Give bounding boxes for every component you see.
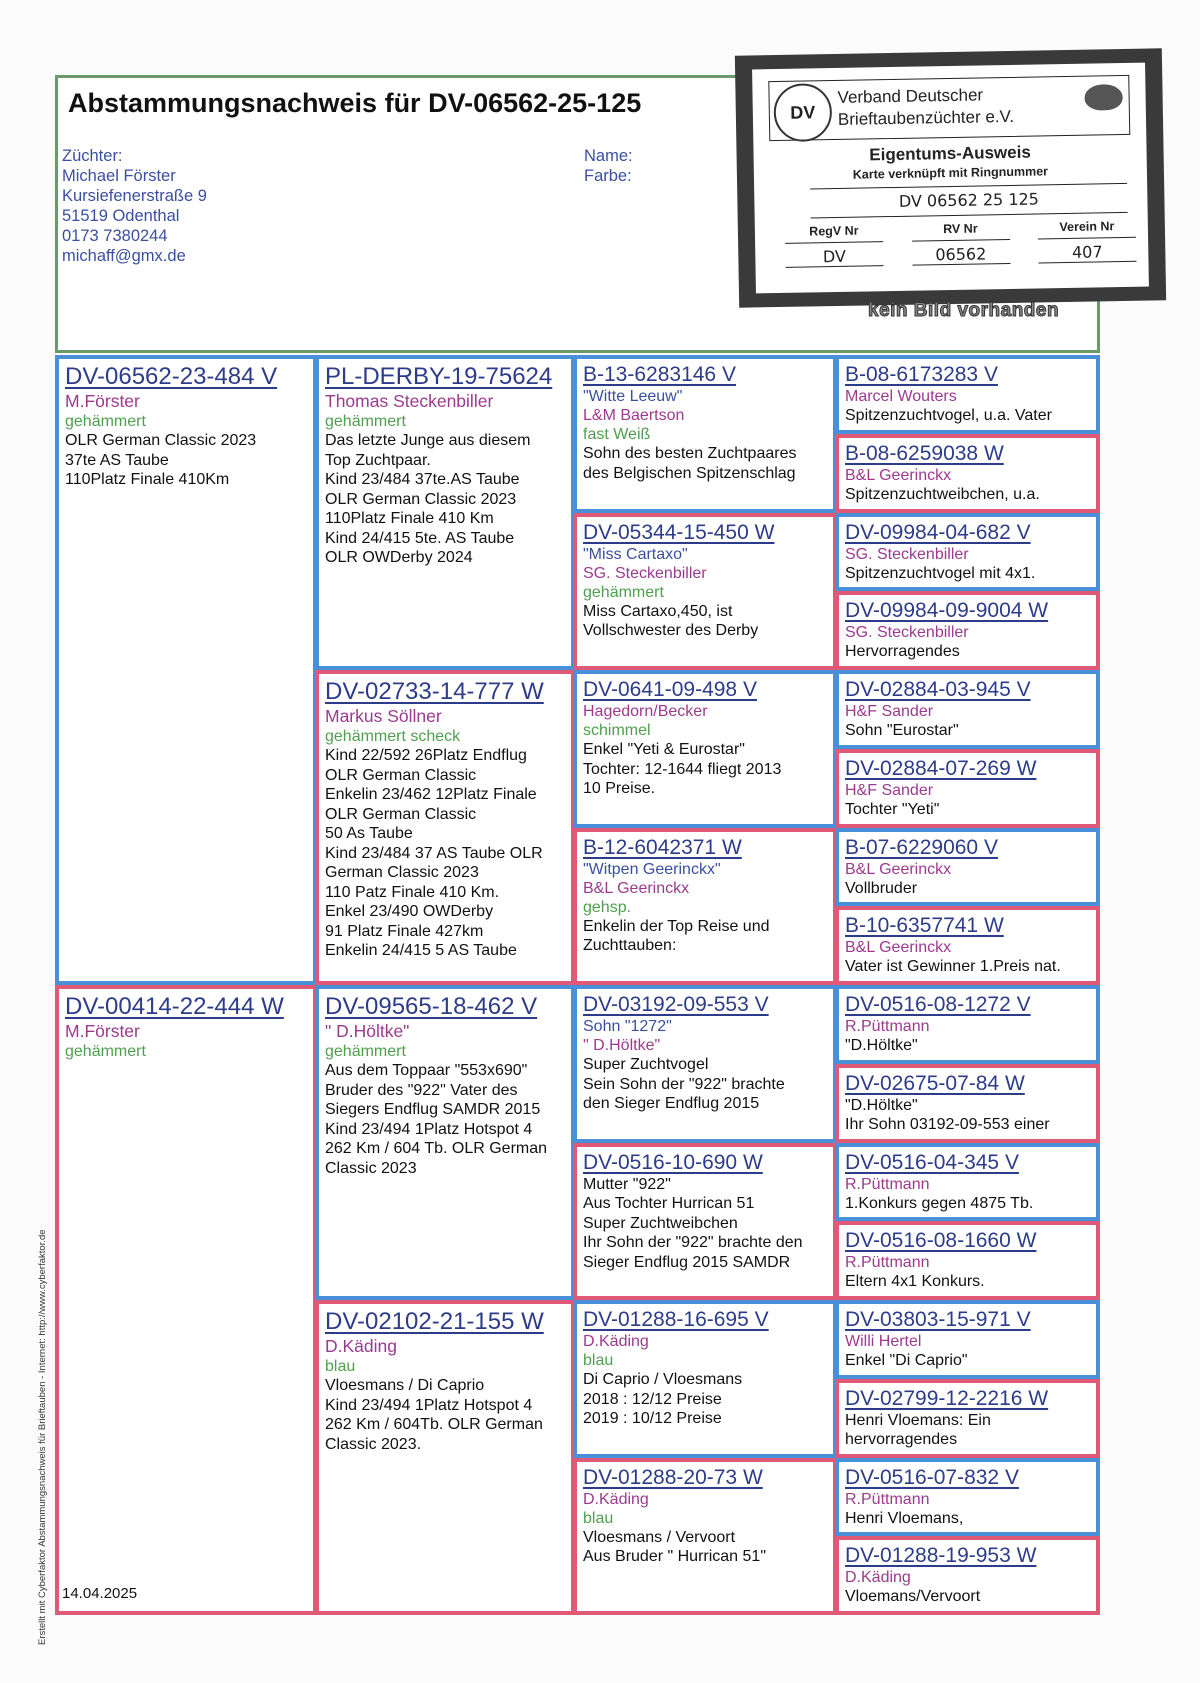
pedigree-cell-father — [55, 355, 317, 985]
note-line: Enkelin 23/462 12Platz Finale — [325, 786, 537, 803]
pedigree-cell-fmm — [573, 828, 837, 986]
ring-number[interactable]: DV-01288-16-695 V — [583, 1308, 769, 1331]
breeder-name: B&L Geerinckx — [845, 860, 952, 878]
pedigree-cell-g12 — [835, 1221, 1100, 1300]
pedigree-cell-mmf — [573, 1300, 837, 1458]
ring-number[interactable]: B-08-6173283 V — [845, 363, 998, 386]
note-line: Vollbruder — [845, 879, 918, 897]
breeder-name: " D.Höltke" — [325, 1021, 410, 1041]
note-line: hervorragendes — [845, 1431, 958, 1449]
ring-number[interactable]: DV-0516-10-690 W — [583, 1150, 763, 1174]
breeder-name: Marcel Wouters — [845, 388, 957, 405]
breeder-name: Markus Söllner — [325, 706, 442, 726]
note-line: Mutter "922" — [583, 1175, 671, 1193]
pedigree-cell-fff — [573, 355, 837, 513]
pedigree-cell-g13 — [835, 1300, 1100, 1379]
note-line: OLR German Classic 2023 — [325, 490, 517, 508]
ring-number[interactable]: PL-DERBY-19-75624 — [325, 363, 553, 390]
note-line: Classic 2023. — [325, 1435, 422, 1453]
note-line: 37te AS Taube — [65, 451, 169, 469]
feather-color: gehsp. — [583, 898, 632, 916]
ring-number[interactable]: DV-01288-19-953 W — [845, 1544, 1037, 1568]
breeder-city: 51519 Odenthal — [62, 207, 180, 225]
note-line: Sieger Endflug 2015 SAMDR — [583, 1253, 791, 1271]
pedigree-cell-g7 — [835, 828, 1100, 907]
ring-number[interactable]: B-13-6283146 V — [583, 363, 736, 386]
ring-number[interactable]: DV-02102-21-155 W — [325, 1308, 544, 1335]
note-line: Vloesmans / Di Caprio — [325, 1377, 485, 1394]
note-line: "D.Höltke" — [845, 1096, 918, 1114]
feather-color: blau — [583, 1352, 614, 1369]
note-line: 50 As Taube — [325, 825, 413, 842]
ring-number[interactable]: DV-01288-20-73 W — [583, 1465, 763, 1489]
note-line: Tochter "Yeti" — [845, 800, 940, 818]
breeder-name: R.Püttmann — [845, 1254, 930, 1272]
pedigree-grid — [55, 355, 1100, 1615]
note-line: Enkel 23/490 OWDerby — [325, 903, 494, 920]
note-line: Eltern 4x1 Konkurs. — [845, 1273, 985, 1291]
note-line: Kind 24/415 5te. AS Taube — [325, 529, 515, 547]
ring-number[interactable]: DV-0516-04-345 V — [845, 1150, 1019, 1174]
note-line: Spitzenzuchtvogel, u.a. Vater — [845, 407, 1052, 424]
note-line: 10 Preise. — [583, 780, 656, 797]
no-picture-label: kein Bild vorhanden — [868, 300, 1060, 321]
note-line: den Sieger Endflug 2015 — [583, 1095, 760, 1112]
note-line: 1.Konkurs gegen 4875 Tb. — [845, 1194, 1034, 1212]
ring-number[interactable]: DV-0516-07-832 V — [845, 1465, 1019, 1489]
pedigree-cell-ff — [315, 355, 575, 670]
ring-number[interactable]: DV-05344-15-450 W — [583, 520, 775, 544]
note-line: des Belgischen Spitzenschlag — [583, 464, 796, 482]
pedigree-cell-mff — [573, 985, 837, 1143]
note-line: Ihr Sohn der "922" brachte den — [583, 1234, 803, 1251]
breeder-name: SG. Steckenbiller — [845, 624, 969, 642]
ring-number[interactable]: DV-09984-04-682 V — [845, 520, 1031, 544]
breeder-name: B&L Geerinckx — [845, 939, 952, 957]
print-date: 14.04.2025 — [62, 1585, 138, 1602]
pedigree-cell-mf — [315, 985, 575, 1300]
breeder-name: Willi Hertel — [845, 1333, 922, 1350]
breeder-name: SG. Steckenbiller — [845, 545, 969, 563]
pedigree-cell-g6 — [835, 749, 1100, 828]
note-line: Siegers Endflug SAMDR 2015 — [325, 1101, 541, 1118]
pedigree-cell-g10 — [835, 1064, 1100, 1143]
note-line: Kind 23/494 1Platz Hotspot 4 — [325, 1120, 533, 1138]
note-line: Di Caprio / Vloesmans — [583, 1371, 743, 1388]
breeder-name: R.Püttmann — [845, 1175, 930, 1193]
note-line: Aus Tochter Hurrican 51 — [583, 1195, 755, 1212]
dv-logo-icon: DV — [773, 83, 832, 142]
note-line: 110Platz Finale 410 Km — [325, 510, 494, 527]
breeder-name: D.Käding — [325, 1336, 397, 1356]
pedigree-cell-g14 — [835, 1379, 1100, 1458]
ring-number[interactable]: DV-02733-14-777 W — [325, 678, 544, 705]
pedigree-cell-g1 — [835, 355, 1100, 434]
card-ring-number: DV 06562 25 125 — [810, 183, 1127, 219]
breeder-name: M.Förster — [65, 1021, 140, 1041]
card-title: Eigentums-Ausweis — [869, 142, 1031, 165]
pedigree-cell-fmf — [573, 670, 837, 828]
note-line: Enkelin 24/415 5 AS Taube — [325, 942, 517, 959]
note-line: Tochter: 12-1644 fliegt 2013 — [583, 760, 782, 778]
note-line: 2018 : 12/12 Preise — [583, 1390, 722, 1408]
feather-color: fast Weiß — [583, 426, 651, 443]
pedigree-cell-ffm — [573, 513, 837, 671]
note-line: Kind 23/484 37te.AS Taube — [325, 471, 520, 488]
note-line: "D.Höltke" — [845, 1037, 918, 1054]
pedigree-cell-g2 — [835, 434, 1100, 513]
note-line: 91 Platz Finale 427km — [325, 922, 484, 940]
ring-number[interactable]: B-12-6042371 W — [583, 835, 742, 859]
breeder-name: Michael Förster — [62, 167, 176, 185]
note-line: OLR German Classic — [325, 805, 477, 823]
note-line: Das letzte Junge aus diesem — [325, 432, 531, 449]
organization-name: Verband Deutscher Brieftaubenzüchter e.V. — [837, 85, 1015, 129]
feather-color: gehämmert — [65, 413, 146, 430]
note-line: 262 Km / 604 Tb. OLR German — [325, 1140, 548, 1157]
pedigree-cell-mother — [55, 985, 317, 1615]
note-line: Classic 2023 — [325, 1159, 417, 1177]
breeder-name: H&F Sander — [845, 703, 934, 720]
breeder-name: R.Püttmann — [845, 1018, 930, 1035]
page-title: Abstammungsnachweis für DV-06562-25-125 — [68, 88, 642, 118]
breeder-name: D.Käding — [845, 1569, 911, 1587]
note-line: Sein Sohn der "922" brachte — [583, 1075, 785, 1093]
note-line: Spitzenzuchtweibchen, u.a. — [845, 485, 1040, 503]
feather-color: gehämmert scheck — [325, 728, 461, 745]
pigeon-nickname: "Witte Leeuw" — [583, 388, 683, 405]
breeder-name: L&M Baertson — [583, 407, 685, 424]
feather-color: gehämmert — [325, 413, 406, 430]
card-subtitle: Karte verknüpft mit Ringnummer — [852, 164, 1049, 182]
ring-number[interactable]: B-08-6259038 W — [845, 441, 1004, 465]
breeder-phone: 0173 7380244 — [62, 227, 168, 245]
ring-number[interactable]: DV-0516-08-1660 W — [845, 1229, 1037, 1253]
pedigree-cell-fm — [315, 670, 575, 985]
pedigree-cell-g16 — [835, 1536, 1100, 1615]
verein-field: Verein Nr 407 — [1038, 219, 1137, 264]
pedigree-cell-mm — [315, 1300, 575, 1615]
breeder-street: Kursiefenerstraße 9 — [62, 187, 207, 205]
regv-field: RegV Nr DV — [785, 223, 884, 268]
card-header — [768, 75, 1130, 141]
breeder-info — [62, 146, 207, 266]
note-line: Aus Bruder " Hurrican 51" — [583, 1548, 766, 1565]
note-line: Spitzenzuchtvogel mit 4x1. — [845, 564, 1036, 582]
note-line: Super Zuchtweibchen — [583, 1214, 738, 1232]
ring-number[interactable]: B-07-6229060 V — [845, 835, 998, 859]
breeder-name: B&L Geerinckx — [845, 466, 952, 484]
note-line: Enkel "Di Caprio" — [845, 1352, 968, 1369]
breeder-name: SG. Steckenbiller — [583, 564, 707, 582]
note-line: 262 Km / 604Tb. OLR German — [325, 1416, 543, 1433]
breeder-name: B&L Geerinckx — [583, 879, 690, 897]
note-line: Ihr Sohn 03192-09-553 einer — [845, 1116, 1050, 1134]
note-line: Vollschwester des Derby — [583, 622, 759, 639]
feather-color: schimmel — [583, 722, 651, 739]
breeder-email[interactable]: michaff@gmx.de — [62, 247, 186, 265]
pedigree-cell-g9 — [835, 985, 1100, 1064]
note-line: Enkel "Yeti & Eurostar" — [583, 741, 745, 758]
ring-number[interactable]: B-10-6357741 W — [845, 914, 1004, 938]
note-line: Sohn des besten Zuchtpaares — [583, 445, 797, 462]
note-line: 110 Patz Finale 410 Km. — [325, 883, 500, 901]
note-line: Kind 23/484 37 AS Taube OLR — [325, 844, 543, 862]
color-label: Farbe: — [584, 167, 632, 185]
note-line: OLR German Classic — [325, 766, 477, 784]
ring-number[interactable]: DV-02884-07-269 W — [845, 756, 1037, 780]
pigeon-nickname: "Miss Cartaxo" — [583, 545, 688, 563]
pigeon-emblem-icon — [1084, 84, 1122, 111]
ring-number[interactable]: DV-0516-08-1272 V — [845, 993, 1031, 1016]
pedigree-cell-g8 — [835, 906, 1100, 985]
pedigree-cell-g3 — [835, 513, 1100, 592]
feather-color: gehämmert — [325, 1043, 406, 1060]
pedigree-cell-mfm — [573, 1143, 837, 1301]
note-line: Sohn "Eurostar" — [845, 722, 959, 739]
generator-credit: Erstellt mit Cyberfaktor Abstammungsnachweis für Brieftauben - Internet: http://www.cyberfaktor.de — [37, 1229, 48, 1645]
pigeon-info — [584, 146, 633, 186]
breeder-name: R.Püttmann — [845, 1490, 930, 1508]
breeder-name: D.Käding — [583, 1490, 649, 1508]
note-line: Zuchttauben: — [583, 937, 677, 954]
breeder-name: H&F Sander — [845, 781, 934, 799]
breeder-name: Hagedorn/Becker — [583, 703, 708, 720]
note-line: German Classic 2023 — [325, 864, 479, 881]
feather-color: gehämmert — [583, 583, 664, 601]
note-line: OLR German Classic 2023 — [65, 432, 257, 449]
note-line: Bruder des "922" Vater des — [325, 1081, 518, 1099]
note-line: Super Zuchtvogel — [583, 1056, 709, 1073]
note-line: Kind 23/494 1Platz Hotspot 4 — [325, 1396, 533, 1414]
pedigree-cell-g11 — [835, 1143, 1100, 1222]
note-line: 2019 : 10/12 Preise — [583, 1410, 722, 1427]
ring-number[interactable]: DV-06562-23-484 V — [65, 363, 278, 390]
ring-number[interactable]: DV-02884-03-945 V — [845, 678, 1031, 701]
name-label: Name: — [584, 147, 633, 165]
rv-field: RV Nr 06562 — [911, 221, 1010, 266]
ring-number[interactable]: DV-09565-18-462 V — [325, 993, 538, 1020]
note-line: 110Platz Finale 410Km — [65, 471, 230, 488]
pigeon-nickname: Sohn "1272" — [583, 1018, 672, 1035]
pedigree-cell-mmm — [573, 1458, 837, 1616]
feather-color: blau — [583, 1509, 614, 1527]
breeder-name: Thomas Steckenbiller — [325, 391, 494, 411]
note-line: Enkelin der Top Reise und — [583, 917, 770, 935]
note-line: Henri Vloemans: Ein — [845, 1411, 991, 1429]
pedigree-cell-g5 — [835, 670, 1100, 749]
note-line: Kind 22/592 26Platz Endflug — [325, 747, 527, 764]
note-line: Aus dem Toppaar "553x690" — [325, 1062, 528, 1079]
ring-number[interactable]: DV-09984-09-9004 W — [845, 599, 1049, 623]
note-line: OLR OWDerby 2024 — [325, 549, 473, 566]
breeder-name: M.Förster — [65, 391, 140, 411]
ring-number[interactable]: DV-00414-22-444 W — [65, 993, 284, 1020]
note-line: Henri Vloemans, — [845, 1509, 964, 1527]
note-line: Top Zuchtpaar. — [325, 451, 431, 469]
ring-number[interactable]: DV-03192-09-553 V — [583, 993, 769, 1016]
pedigree-cell-g4 — [835, 591, 1100, 670]
ring-number[interactable]: DV-0641-09-498 V — [583, 678, 757, 701]
ring-number[interactable]: DV-02799-12-2216 W — [845, 1386, 1049, 1410]
note-line: Vloesmans / Vervoort — [583, 1528, 736, 1546]
ring-number[interactable]: DV-02675-07-84 W — [845, 1071, 1025, 1095]
ring-number[interactable]: DV-03803-15-971 V — [845, 1308, 1031, 1331]
note-line: Hervorragendes — [845, 643, 960, 661]
note-line: Miss Cartaxo,450, ist — [583, 602, 733, 620]
breeder-label: Züchter: — [62, 147, 123, 165]
feather-color: gehämmert — [65, 1043, 146, 1060]
breeder-name: " D.Höltke" — [583, 1037, 661, 1054]
ownership-card — [735, 48, 1166, 307]
pigeon-nickname: "Witpen Geerinckx" — [583, 860, 721, 878]
pedigree-cell-g15 — [835, 1458, 1100, 1537]
feather-color: blau — [325, 1358, 356, 1375]
note-line: Vloemans/Vervoort — [845, 1588, 981, 1606]
note-line: Vater ist Gewinner 1.Preis nat. — [845, 958, 1061, 976]
breeder-name: D.Käding — [583, 1333, 649, 1350]
